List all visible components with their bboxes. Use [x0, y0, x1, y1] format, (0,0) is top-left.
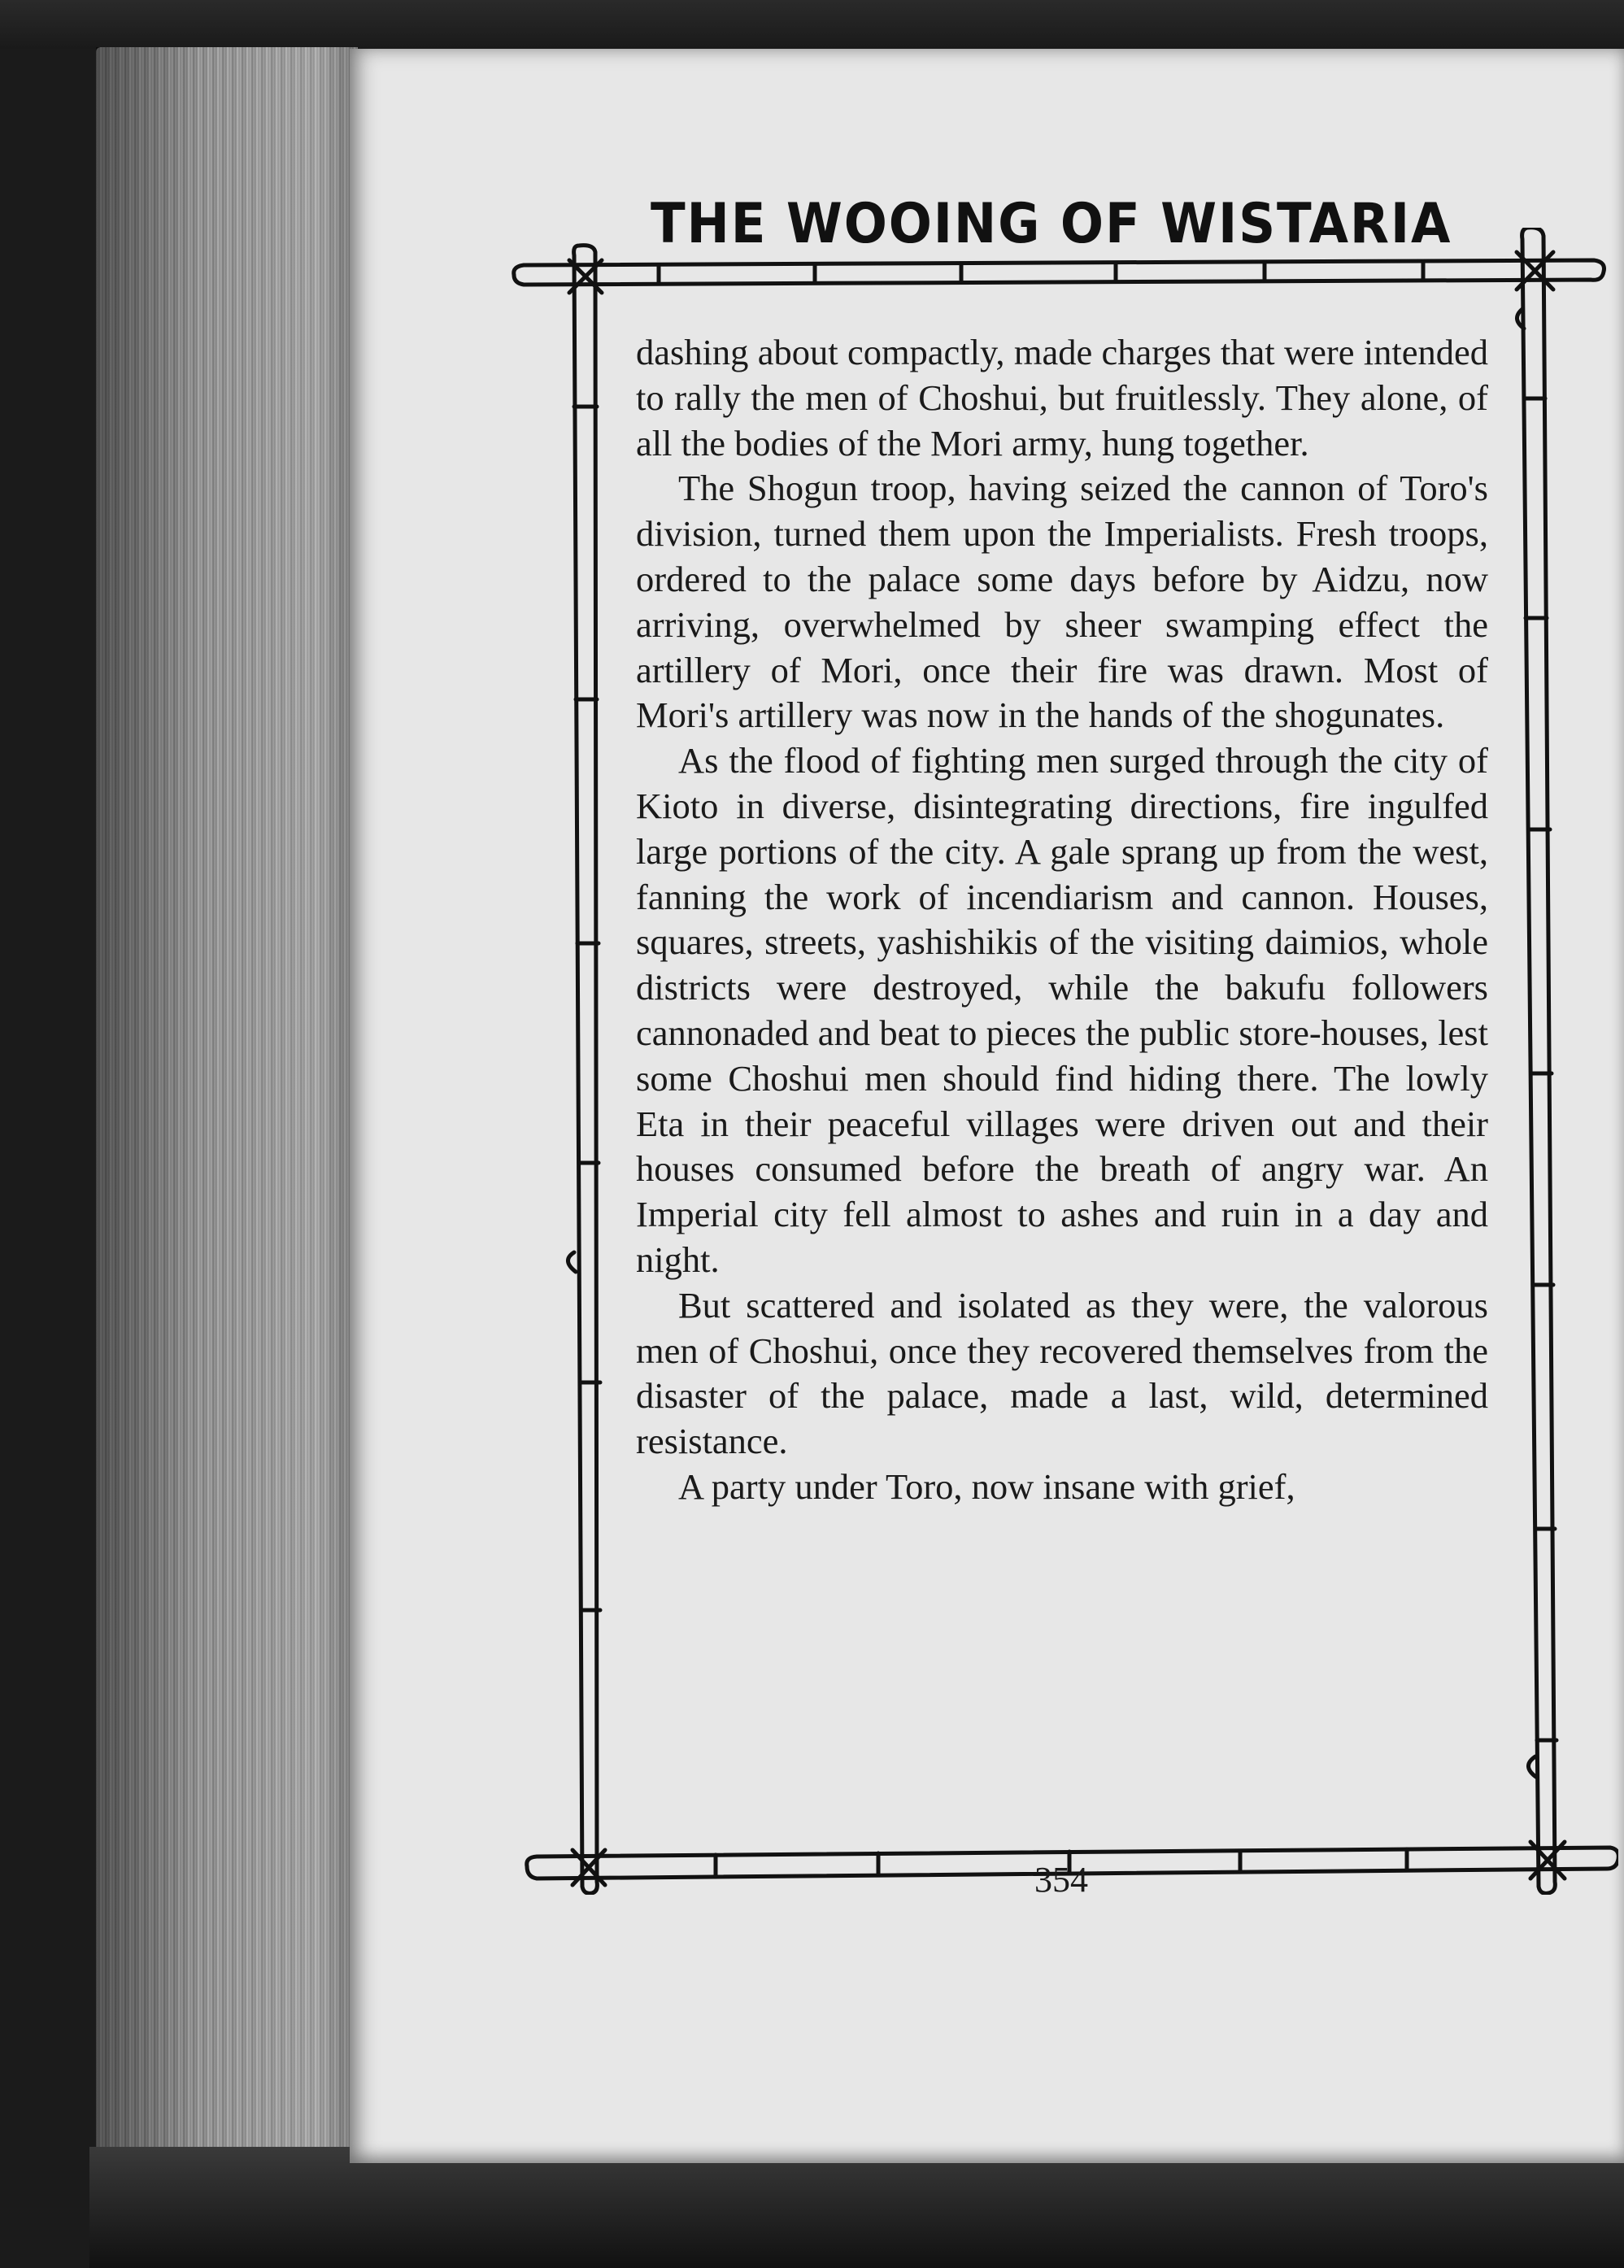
paragraph: A party under Toro, now insane with grief, — [678, 1465, 1295, 1507]
book-bottom-edge — [89, 2147, 1624, 2268]
page-number: 354 — [1034, 1860, 1088, 1900]
paragraph: But scattered and isolated as they were, the valorous men of Choshui, once they recovered themselves from the disaster of the palace, made a last, wild, determined resistance. — [636, 1284, 1488, 1462]
book-page-edges-shade — [96, 47, 358, 2170]
bamboo-left-pole — [574, 246, 598, 1894]
body-text — [636, 330, 1488, 1510]
paragraph: The Shogun troop, having seized the cannon of Toro's division, turned them upon the Imperialists. Fresh troops, ordered to the palace some days before by Aidzu, now arriving, overwhelmed by sheer swamping effect the artillery of Mori, once their fire was drawn. Most of Mori's artillery was now in the hands of the shogunates. — [636, 468, 1488, 736]
paragraph: As the flood of fighting men surged through the city of Kioto in diverse, disintegrating directions, fire ingulfed large portions of the city. A gale sprang up from the west, fanning the work of incendiarism and cannon. Houses, squares, streets, yashishikis of the visiting daimios, whole districts were destroyed, while the bakufu followers cannonaded and beat to pieces the public store-houses, lest some Choshui men should find hiding there. The lowly Eta in their peaceful villages were driven out and their houses consumed before the breath of angry war. An Imperial city fell almost to ashes and ruin in a day and night. — [636, 740, 1488, 1280]
paragraph: dashing about compactly, made charges that were intended to rally the men of Choshui, but fruitlessly. They alone, of all the bodies of the Mori army, hung together. — [636, 332, 1488, 464]
running-head: THE WOOING OF WISTARIA — [651, 192, 1452, 256]
scan-background — [0, 0, 1624, 49]
bamboo-right-pole — [1522, 228, 1556, 1893]
bamboo-top-pole — [514, 260, 1604, 285]
